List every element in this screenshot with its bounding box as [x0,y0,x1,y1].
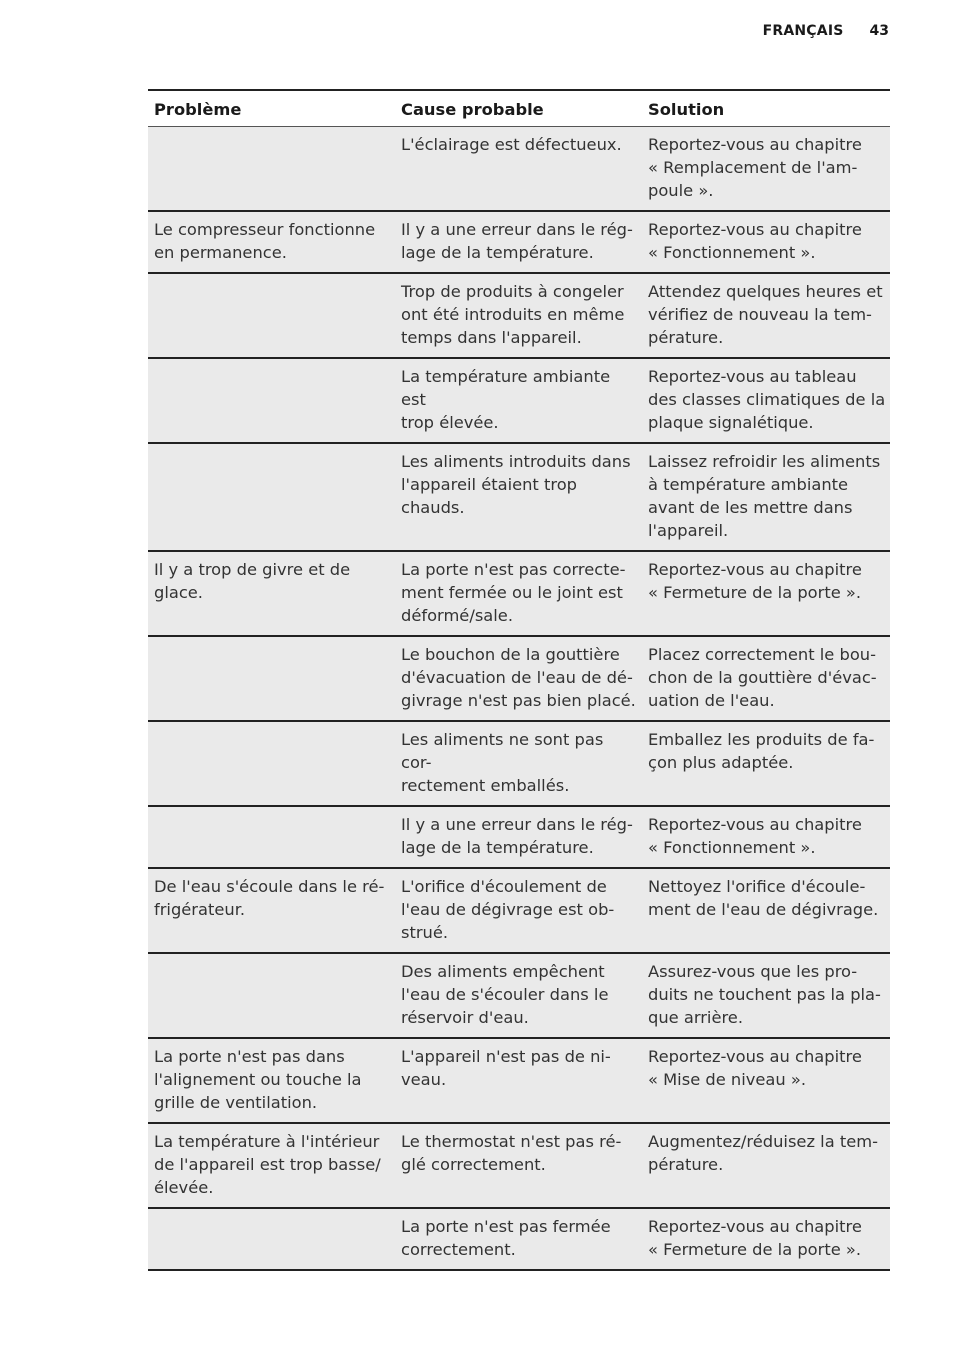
table-row [148,953,890,1038]
cell-cause: La porte n'est pas fermée correctement. [401,1217,611,1259]
cell-problem: La porte n'est pas dans l'alignement ou touche la grille de ventilation. [154,1047,362,1112]
troubleshooting-table [148,89,890,1271]
page-header [763,23,889,39]
table-row [148,551,890,636]
cell-solution: Reportez-vous au chapitre « Fonctionnement ». [648,815,862,857]
cell-solution: Augmentez/réduisez la tem- pérature. [648,1132,878,1174]
cell-solution: Nettoyez l'orifice d'écoule- ment de l'eau de dégivrage. [648,877,879,919]
page-number: 43 [869,23,889,39]
header-language: FRANÇAIS [762,23,844,39]
cell-problem [148,358,395,443]
cell-cause: L'orifice d'écoulement de l'eau de dégivrage est ob- strué. [401,877,615,942]
cell-cause: Le bouchon de la gouttière d'évacuation de l'eau de dé- givrage n'est pas bien placé. [401,645,636,710]
cell-problem: De l'eau s'écoule dans le ré- frigérateur. [154,877,385,919]
cell-solution: Reportez-vous au chapitre « Fermeture de la porte ». [648,560,862,602]
column-header-solution: Solution [648,99,725,119]
cell-solution: Attendez quelques heures et vérifiez de nouveau la tem- pérature. [648,282,883,347]
table-row [148,127,890,212]
table-row [148,721,890,806]
table-header-row [148,90,890,127]
cell-problem [148,1208,395,1270]
cell-solution: Reportez-vous au chapitre « Mise de niveau ». [648,1047,862,1089]
cell-problem: Il y a trop de givre et de glace. [154,560,351,602]
cell-solution: Reportez-vous au tableau des classes climatiques de la plaque signalétique. [648,367,886,432]
table-row [148,211,890,273]
table-row [148,636,890,721]
cell-problem [148,273,395,358]
cell-cause: Il y a une erreur dans le rég- lage de la température. [401,815,633,857]
cell-cause: L'appareil n'est pas de ni- veau. [401,1047,611,1089]
table-row [148,868,890,953]
table-row [148,1038,890,1123]
cell-cause: La porte n'est pas correcte- ment fermée ou le joint est déformé/sale. [401,560,626,625]
cell-cause: Des aliments empêchent l'eau de s'écouler dans le réservoir d'eau. [401,962,609,1027]
column-header-problem: Problème [154,99,242,119]
cell-problem [148,127,395,212]
cell-solution: Laissez refroidir les aliments à température ambiante avant de les mettre dans l'appareil. [648,452,881,540]
cell-solution: Reportez-vous au chapitre « Fonctionnement ». [648,220,862,262]
cell-solution: Reportez-vous au chapitre « Remplacement de l'am- poule ». [648,135,862,200]
table-row [148,1208,890,1270]
cell-cause: Le thermostat n'est pas ré- glé correctement. [401,1132,622,1174]
column-header-cause: Cause probable [401,99,544,119]
table-row [148,443,890,551]
cell-solution: Placez correctement le bou- chon de la gouttière d'évac- uation de l'eau. [648,645,877,710]
table-row [148,1123,890,1208]
cell-solution: Emballez les produits de fa- çon plus adaptée. [648,730,875,772]
cell-cause: Les aliments ne sont pas cor- rectement emballés. [401,730,604,795]
cell-problem: La température à l'intérieur de l'appareil est trop basse/ élevée. [154,1132,381,1197]
cell-problem [148,806,395,868]
cell-cause: La température ambiante est trop élevée. [401,367,611,432]
cell-cause: Trop de produits à congeler ont été introduits en même temps dans l'appareil. [401,282,625,347]
cell-cause: Les aliments introduits dans l'appareil étaient trop chauds. [401,452,631,517]
table-row [148,358,890,443]
table-row [148,806,890,868]
cell-problem: Le compresseur fonctionne en permanence. [154,220,376,262]
cell-cause: Il y a une erreur dans le rég- lage de la température. [401,220,633,262]
cell-problem [148,953,395,1038]
cell-problem [148,721,395,806]
cell-solution: Reportez-vous au chapitre « Fermeture de la porte ». [648,1217,862,1259]
cell-cause: L'éclairage est défectueux. [401,135,622,154]
cell-problem [148,443,395,551]
cell-problem [148,636,395,721]
cell-solution: Assurez-vous que les pro- duits ne touchent pas la pla- que arrière. [648,962,881,1027]
table-row [148,273,890,358]
